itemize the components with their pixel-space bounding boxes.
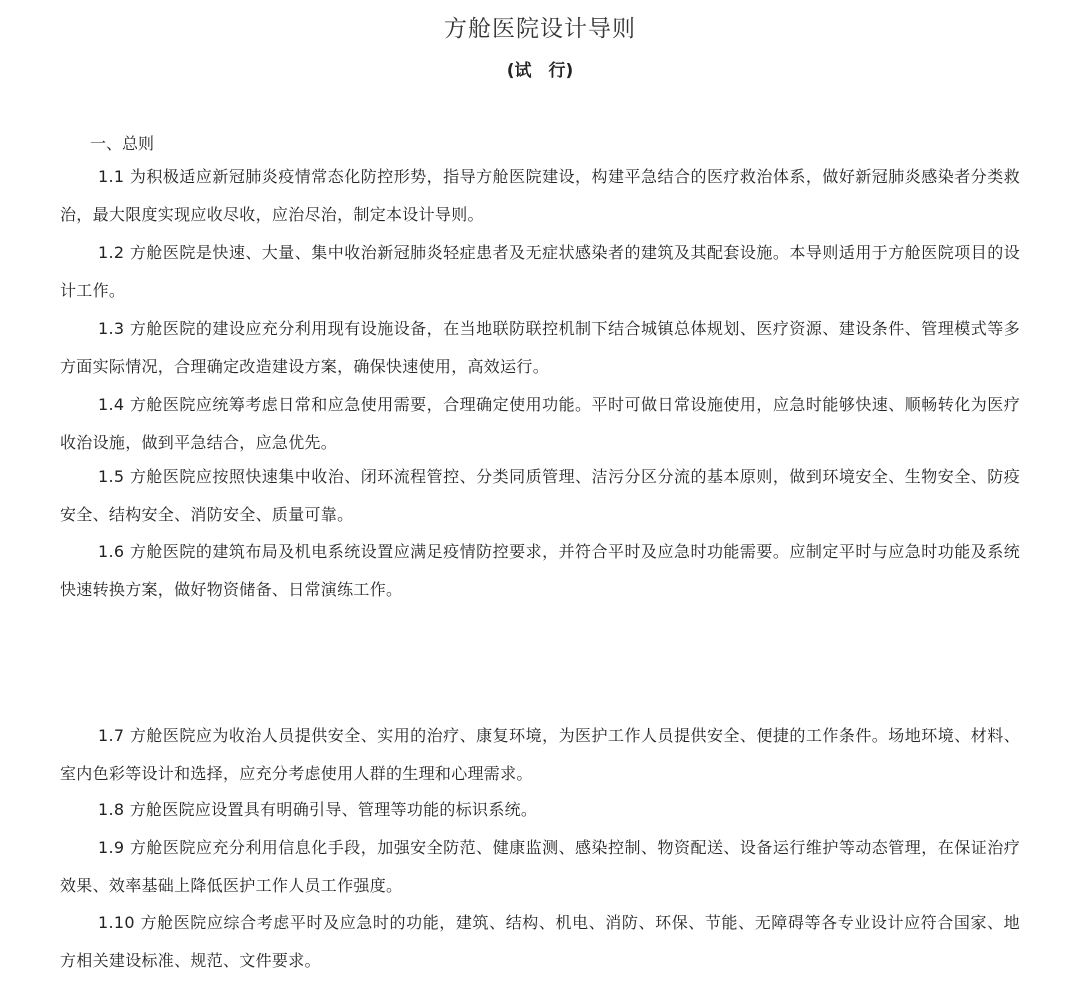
paragraph-1-1: 1.1 为积极适应新冠肺炎疫情常态化防控形势，指导方舱医院建设，构建平急结合的医疗救治体系，做好新冠肺炎感染者分类救治，最大限度实现应收尽收，应治尽治，制定本设计导则。	[60, 167, 1020, 224]
document-subtitle: (试 行)	[506, 61, 574, 81]
paragraph-1-4: 1.4 方舱医院应统筹考虑日常和应急使用需要，合理确定使用功能。平时可做日常设施使用，应急时能够快速、顺畅转化为医疗收治设施，做到平急结合，应急优先。	[60, 395, 1020, 452]
paragraph-1-7: 1.7 方舱医院应为收治人员提供安全、实用的治疗、康复环境，为医护工作人员提供安全、便捷的工作条件。场地环境、材料、室内色彩等设计和选择，应充分考虑使用人群的生理和心理需求。	[60, 726, 1020, 783]
paragraph-1-5: 1.5 方舱医院应按照快速集中收治、闭环流程管控、分类同质管理、洁污分区分流的基本原则，做到环境安全、生物安全、防疫安全、结构安全、消防安全、质量可靠。	[60, 467, 1020, 524]
document-title: 方舱医院设计导则	[444, 16, 636, 42]
paragraph-1-10: 1.10 方舱医院应综合考虑平时及应急时的功能，建筑、结构、机电、消防、环保、节能、无障碍等各专业设计应符合国家、地方相关建设标准、规范、文件要求。	[60, 913, 1020, 970]
paragraph-1-6: 1.6 方舱医院的建筑布局及机电系统设置应满足疫情防控要求，并符合平时及应急时功能需要。应制定平时与应急时功能及系统快速转换方案，做好物资储备、日常演练工作。	[60, 542, 1020, 599]
section-heading: 一、总则	[90, 134, 155, 153]
paragraph-1-8: 1.8 方舱医院应设置具有明确引导、管理等功能的标识系统。	[98, 800, 538, 819]
paragraph-1-3: 1.3 方舱医院的建设应充分利用现有设施设备，在当地联防联控机制下结合城镇总体规划、医疗资源、建设条件、管理模式等多方面实际情况，合理确定改造建设方案，确保快速使用，高效运行。	[60, 319, 1020, 376]
paragraph-1-9: 1.9 方舱医院应充分利用信息化手段，加强安全防范、健康监测、感染控制、物资配送、设备运行维护等动态管理，在保证治疗效果、效率基础上降低医护工作人员工作强度。	[60, 838, 1020, 895]
paragraph-1-2: 1.2 方舱医院是快速、大量、集中收治新冠肺炎轻症患者及无症状感染者的建筑及其配套设施。本导则适用于方舱医院项目的设计工作。	[60, 243, 1020, 300]
